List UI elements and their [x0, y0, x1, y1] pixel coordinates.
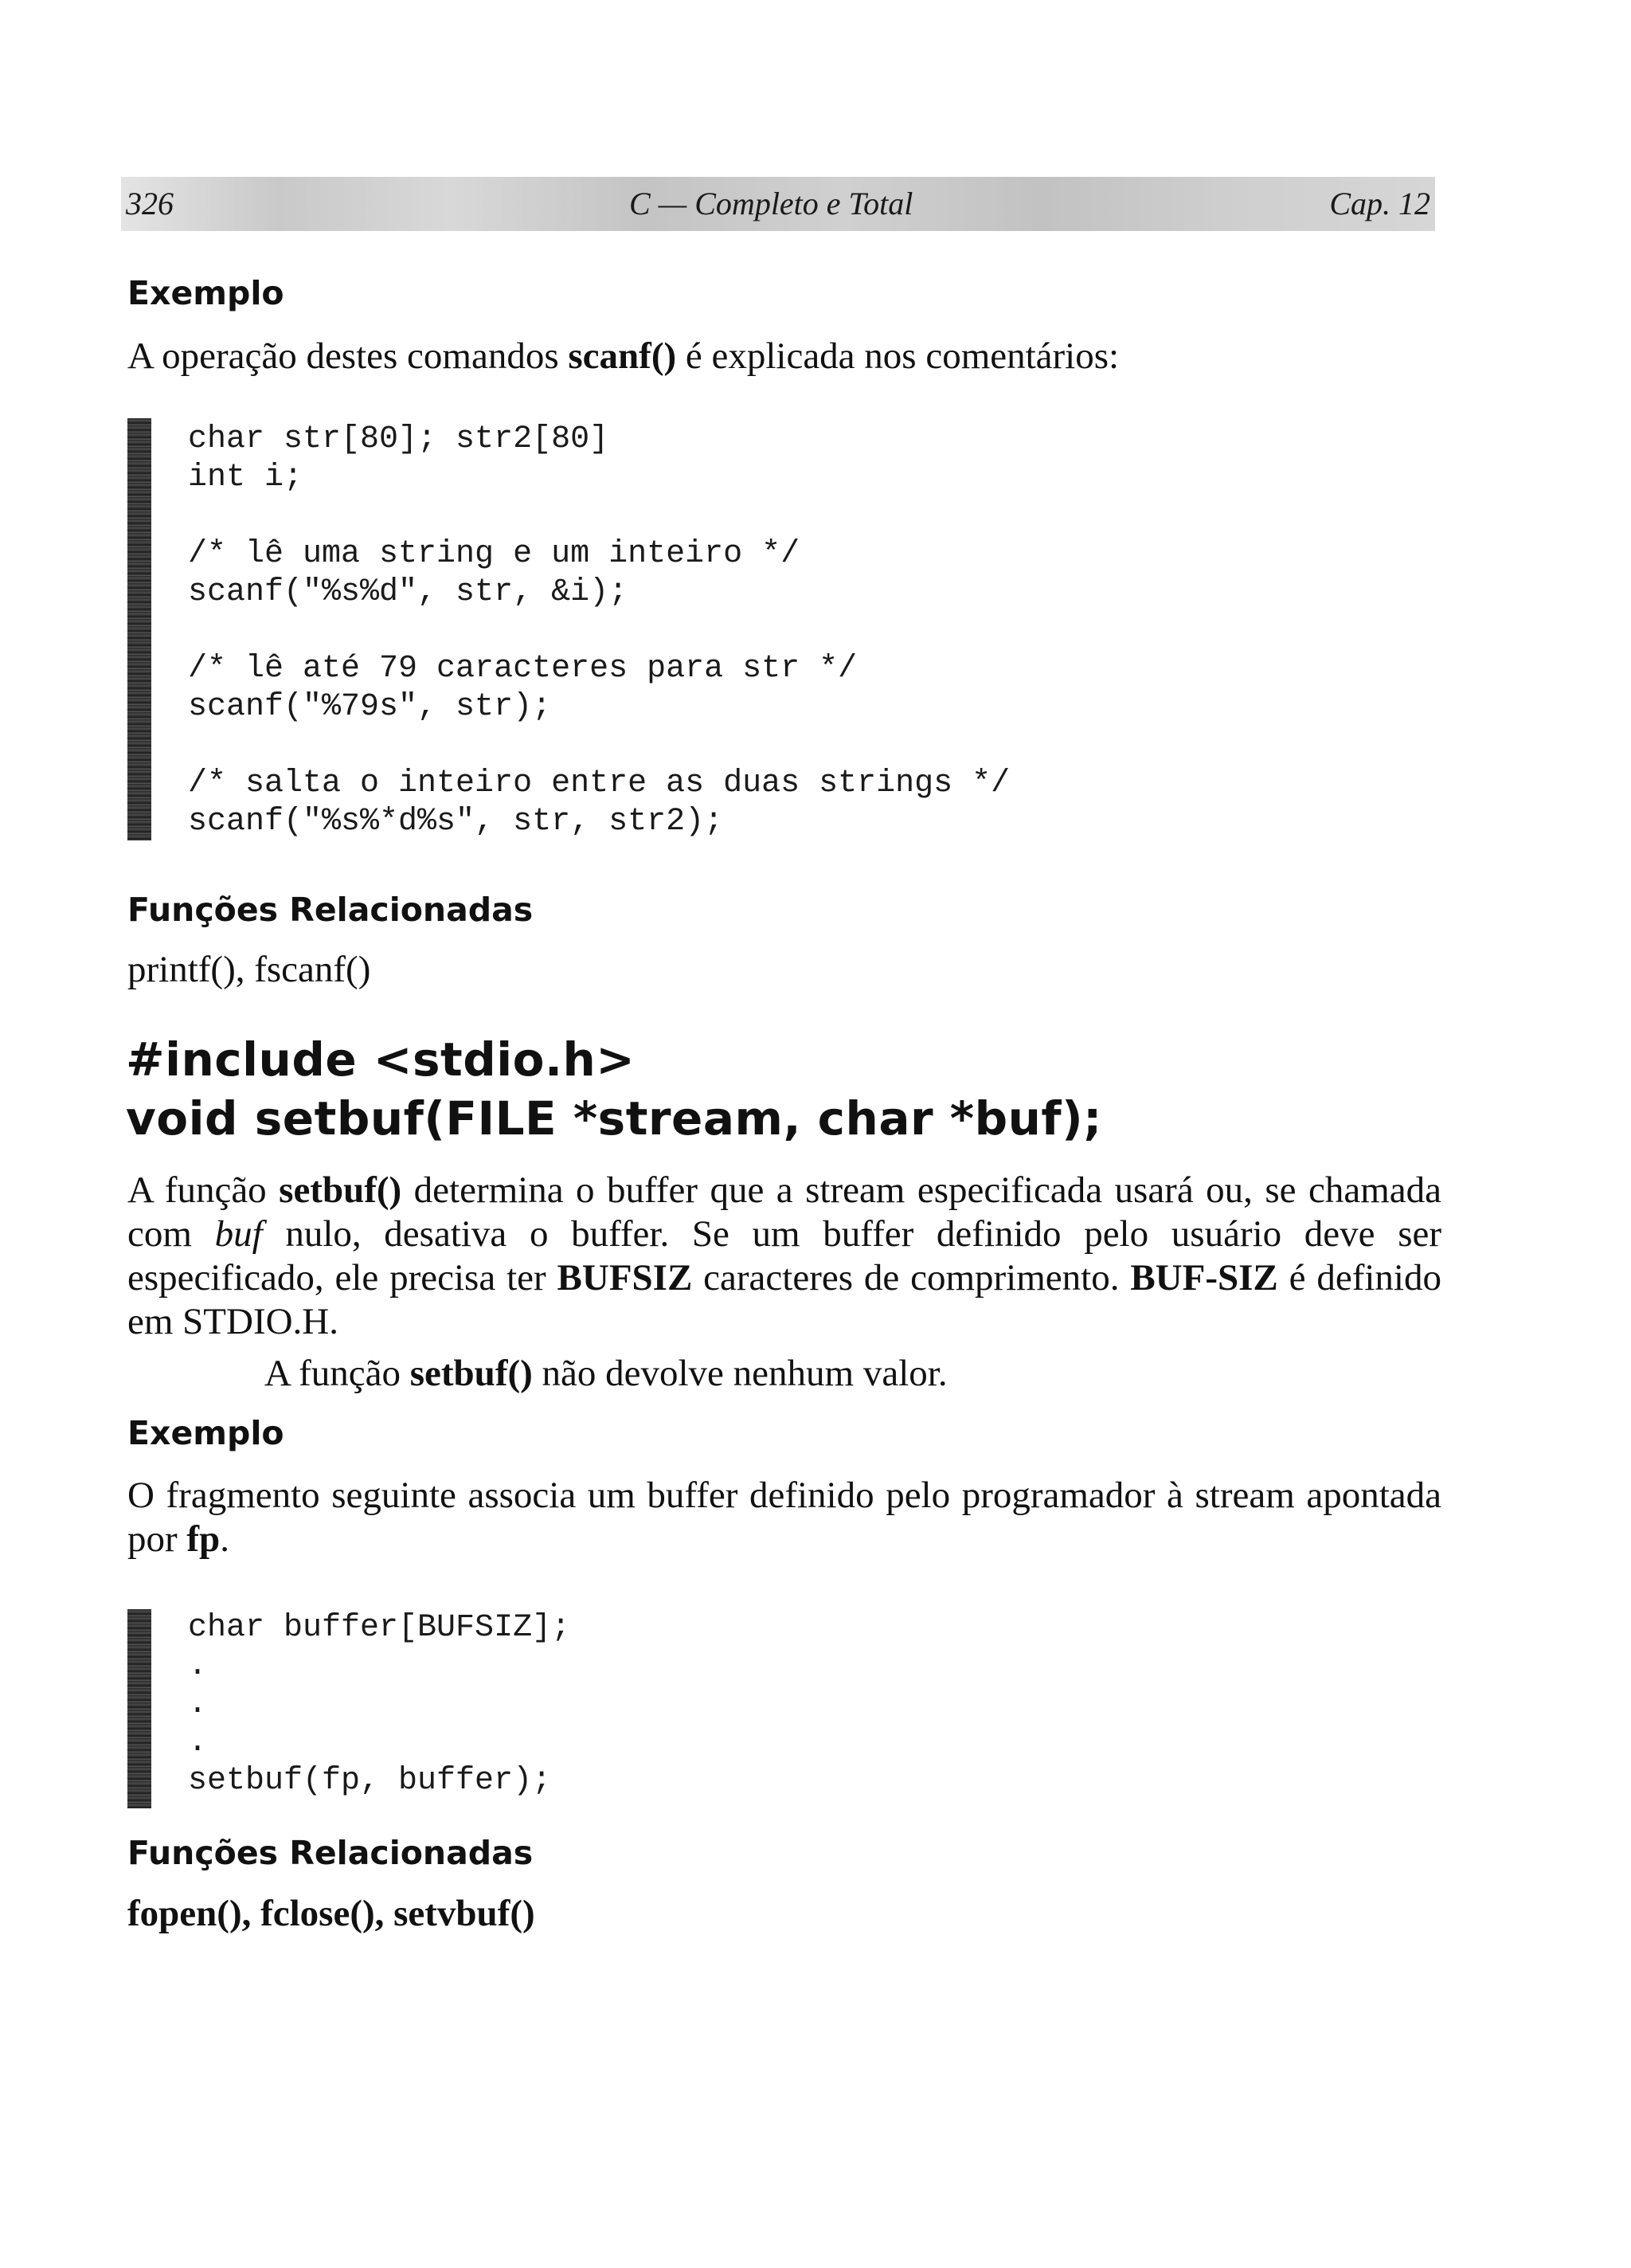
related-functions-list: printf(), fscanf() [127, 949, 371, 990]
code-block-bar [127, 418, 151, 840]
intro-paragraph: A operação destes comandos scanf() é explicada nos comentários: [127, 335, 1120, 377]
code-line [188, 497, 1010, 535]
setbuf-return-note: A função setbuf() não devolve nenhum valor. [264, 1353, 948, 1394]
code-line: /* salta o inteiro entre as duas strings */ [188, 766, 1011, 801]
function-prototype: void setbuf(FILE *stream, char *buf); [126, 1091, 1102, 1146]
code-line: char str[80]; str2[80] [188, 421, 609, 457]
code-line: char buffer[BUFSIZ]; [188, 1610, 571, 1646]
code-line: /* lê até 79 caracteres para str */ [188, 651, 858, 687]
code-block-setbuf [188, 1609, 570, 1800]
setbuf-description: A função setbuf() determina o buffer que a stream especificada usará ou, se chamada com buf nulo, desativa o buffer. Se um buffer definido pelo usuário deve ser especificado, ele precisa ter BUFSIZ caracteres de comprimento. BUF-SIZ é definido em STDIO.H. [127, 1169, 1441, 1342]
code-line: . [188, 1686, 208, 1722]
example-heading: Exemplo [127, 274, 284, 312]
code-line: /* lê uma string e um inteiro */ [188, 536, 800, 572]
code-line [188, 727, 1010, 765]
code-line: scanf("%79s", str); [188, 689, 552, 725]
code-line: setbuf(fp, buffer); [188, 1763, 552, 1799]
code-block-scanf [188, 421, 1010, 841]
book-title: C — Completo e Total [629, 186, 913, 221]
code-line: int i; [188, 460, 303, 496]
related-functions-list-2: fopen(), fclose(), setvbuf() [127, 1893, 535, 1934]
code-line [188, 612, 1010, 650]
chapter-label: Cap. 12 [1329, 186, 1430, 221]
code-line: . [188, 1725, 208, 1761]
code-line: . [188, 1648, 208, 1684]
code-block-bar-2 [127, 1609, 151, 1808]
page-number: 326 [126, 186, 174, 221]
related-functions-heading: Funções Relacionadas [127, 891, 534, 929]
example-description: O fragmento seguinte associa um buffer definido pelo programador à stream apontada por fp. [127, 1475, 1441, 1560]
include-directive: #include <stdio.h> [126, 1032, 636, 1087]
code-line: scanf("%s%d", str, &i); [188, 574, 628, 610]
related-functions-heading-2: Funções Relacionadas [127, 1834, 534, 1872]
code-line: scanf("%s%*d%s", str, str2); [188, 804, 724, 840]
example-heading-2: Exemplo [127, 1414, 284, 1452]
